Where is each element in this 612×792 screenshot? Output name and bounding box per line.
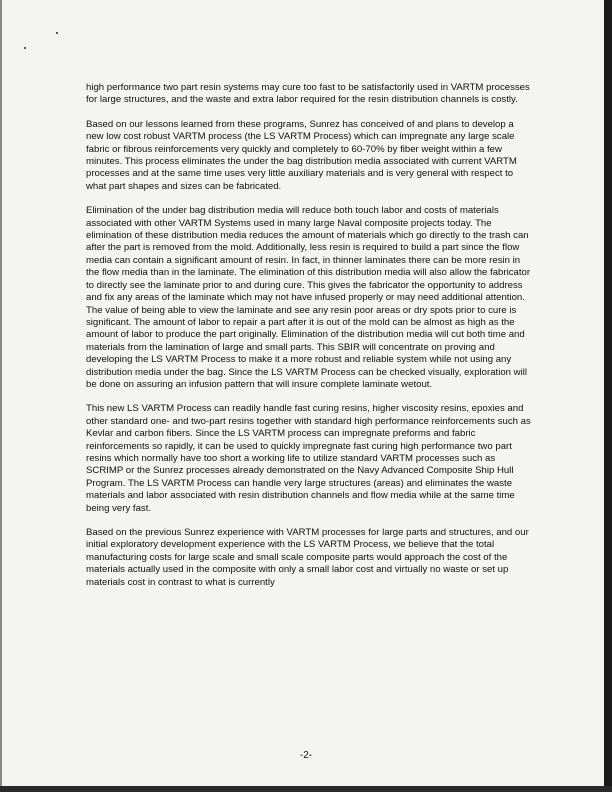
paragraph-3: Elimination of the under bag distribution media will reduce both touch labor and costs of materials associated with other VARTM Systems used in many large Naval composite projects today. The elimination of these distribution media reduces the amount of materials which go directly to the trash can after the part is removed from the mold. Additionally, less resin is required to build a part since the flow media can contain a significant amount of resin. In fact, in thinner laminates there can be more resin in the flow media than in the laminate. The elimination of this distribution media will also allow the fabricator to directly see the laminate prior to and during cure. This gives the fabricator the opportunity to address and fix any areas of the laminate which may not have infused properly or may need additional attention. The value of being able to view the laminate and see any resin poor areas or dry spots prior to cure is significant. The amount of labor to repair a part after it is out of the mold can be almost as high as the amount of labor to produce the part originally. Elimination of the distribution media will cut both time and materials from the lamination of large and small parts. This SBIR will concentrate on proving and developing the LS VARTM Process to make it a more robust and reliable system while not using any distribution media under the bag. Since the LS VARTM Process can be checked visually, exploration will be done on assuring an infusion pattern that will insure complete laminate wetout.	[86, 205, 531, 390]
paragraph-1: high performance two part resin systems may cure too fast to be satisfactorily used in VARTM processes for large structures, and the waste and extra labor required for the resin distribution channels is costly.	[86, 82, 530, 106]
paragraph-2: Based on our lessons learned from these programs, Sunrez has conceived of and plans to develop a new low cost robust VARTM process (the LS VARTM Process) which can impregnate any large scale fabric or fibrous reinforcements very quickly and completely to 60-70% by fiber weight within a few minutes. This process eliminates the under the bag distribution media associated with current VARTM processes and at the same time uses very little auxiliary materials and is very general with respect to what part shapes and sizes can be fabricated.	[86, 118, 517, 192]
page-number: -2-	[299, 750, 313, 761]
scan-left-edge	[0, 0, 2, 792]
paragraph-4: This new LS VARTM Process can readily handle fast curing resins, higher viscosity resins, epoxies and other standard one- and two-part resins together with standard high performance reinforcements such as Kevlar and carbon fibers. Since the LS VARTM process can impregnate preforms and fabric reinforcements so rapidly, it can be used to quickly impregnate fast curing high performance two part resins which normally have too short a working life to utilize standard VARTM processes such as SCRIMP or the Sunrez processes already demonstrated on the Navy Advanced Composite Ship Hull Program. The LS VARTM Process can handle very large structures (areas) and eliminates the waste materials and labor associated with resin distribution channels and flow media while at the same time being very fast.	[86, 403, 531, 514]
scan-speck	[56, 32, 58, 34]
document-body	[86, 82, 532, 601]
scan-speck	[24, 47, 26, 49]
scan-bottom-edge	[0, 786, 612, 792]
scan-right-edge	[604, 0, 612, 792]
paragraph-5: Based on the previous Sunrez experience with VARTM processes for large parts and structures, and our initial exploratory development experience with the LS VARTM Process, we believe that the total manufacturing costs for large scale and small scale composite parts would approach the cost of the materials actually used in the composite with only a small labor cost and virtually no waste or set up materials cost in contrast to what is currently	[86, 527, 529, 588]
